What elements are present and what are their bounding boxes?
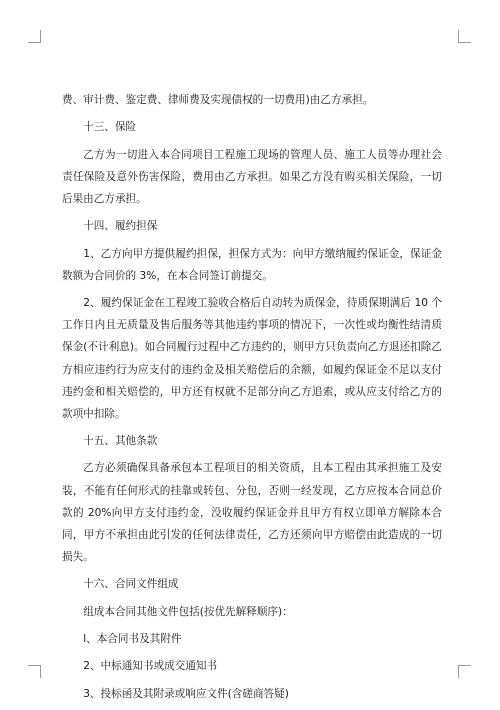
crop-mark-bottom-right [458,665,471,678]
crop-mark-top-left [28,30,41,43]
paragraph-guarantee-2: 2、履约保证金在工程竣工验收合格后自动转为质保金，待质保期满后 10 个工作日内且无质量及售后服务等其他违约事项的情况下，一次性或均衡性结清质保金(不计利息)。如合同履行过程中乙方违约的，则甲方只负责向乙方退还扣除乙方相应违约行为应支付的违约金及相关赔偿后的余额，如履约保证金不足以支付违约金和相关赔偿的，甲方还有权就不足部分向乙方追索，或从应支付给乙方的款项中扣除。 [62,297,442,420]
list-item-document-2: 2、中标通知书或成交通知书 [83,660,218,673]
section-heading-performance-guarantee: 十四、履约担保 [83,220,158,233]
section-heading-insurance: 十三、保险 [83,121,137,134]
paragraph-insurance: 乙方为一切进入本合同项目工程施工现场的管理人员、施工人员等办理社会责任保险及意外伤害保险，费用由乙方承担。如果乙方没有购买相关保险，一切后果由乙方承担。 [62,148,442,205]
document-body [62,89,442,710]
crop-mark-bottom-left [28,665,41,678]
paragraph-guarantee-1: 1、乙方向甲方提供履约担保，担保方式为：向甲方缴纳履约保证金，保证金数额为合同价的 3%，在本合同签订前提交。 [62,247,442,282]
paragraph-continuation: 费、审计费、鉴定费、律师费及实现债权的一切费用)由乙方承担。 [62,94,374,106]
paragraph-other-terms: 乙方必须确保具备承包本工程项目的相关资质，且本工程由其承担施工及安装，不能有任何形式的挂靠或转包、分包，否则一经发现，乙方应按本合同总价款的 20%向甲方支付违约金，没收履约保证金并且甲方有权立即单方解除本合同，甲方不承担由此引发的任何法律责任，乙方还须向甲方赔偿由此造成的一切损失。 [62,462,442,563]
crop-mark-top-right [458,30,471,43]
paragraph-documents-intro: 组成本合同其他文件包括(按优先解释顺序)： [83,605,293,618]
section-heading-other-terms: 十五、其他条款 [83,435,158,448]
list-item-document-1: l、本合同书及其附件 [83,633,182,646]
section-heading-contract-documents: 十六、合同文件组成 [83,578,179,591]
list-item-document-3: 3、投标函及其附录或响应文件(含磋商答疑) [83,687,289,700]
